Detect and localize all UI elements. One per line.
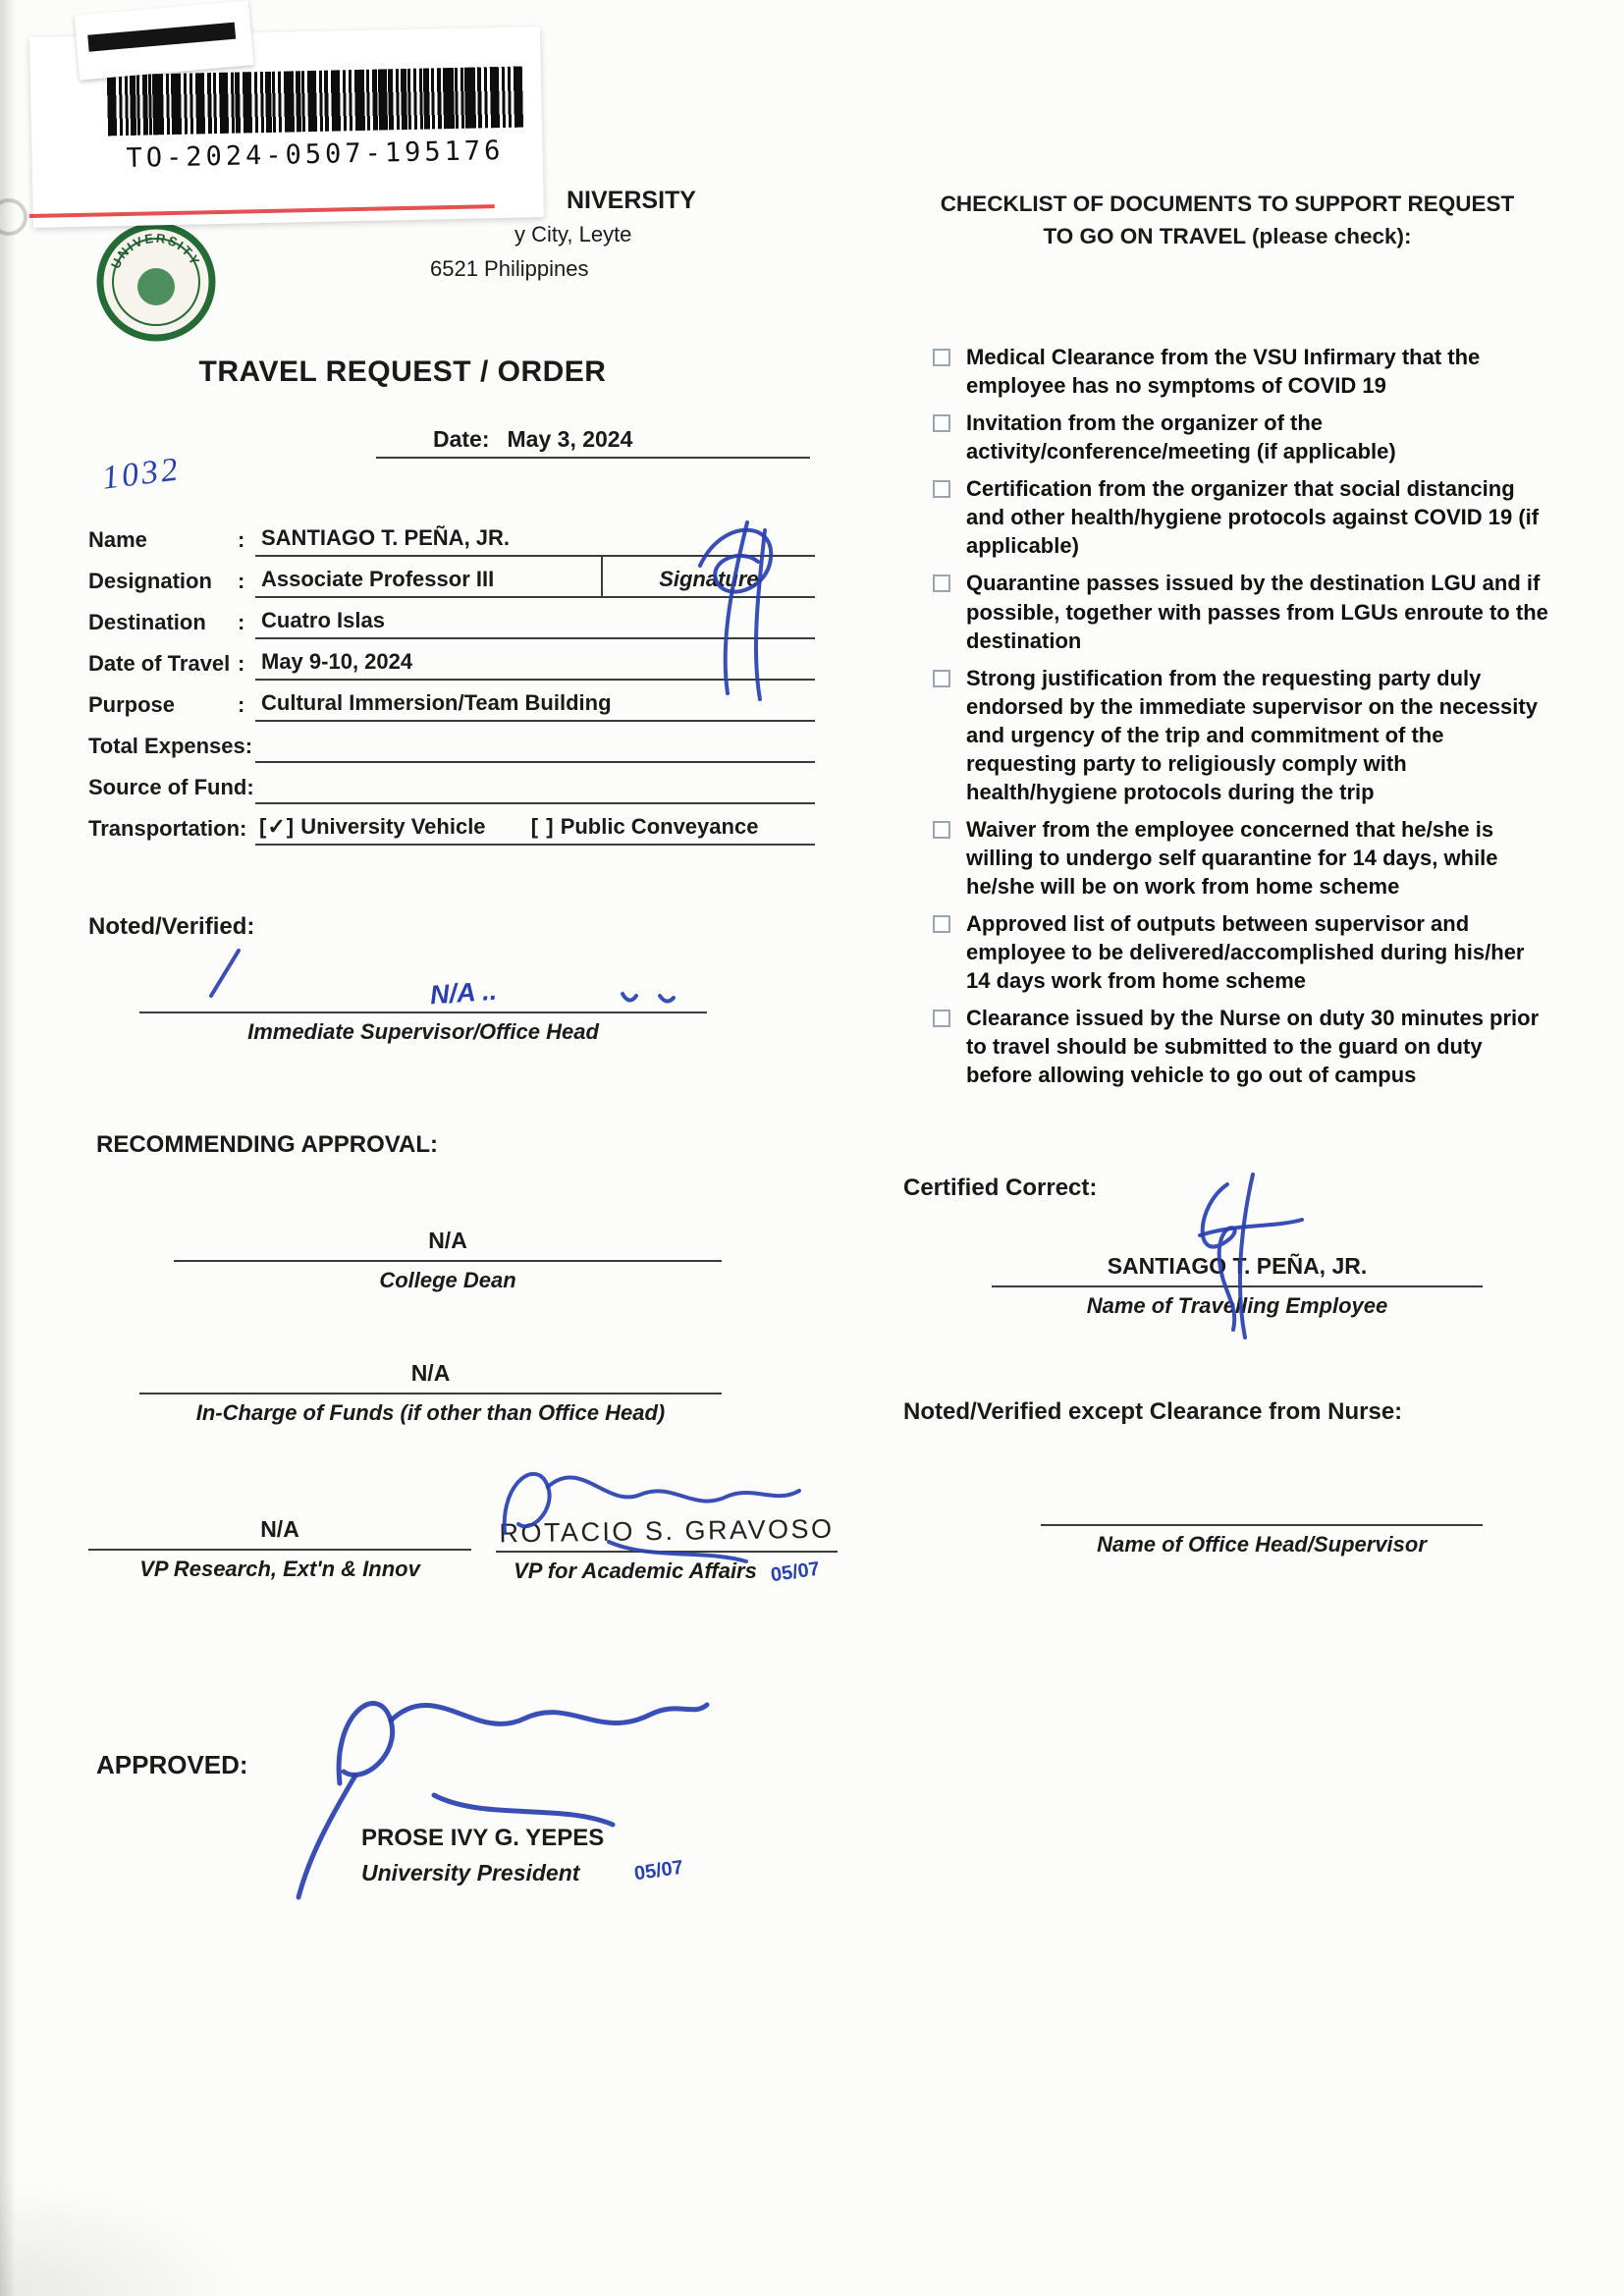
field-label: Transportation: [88, 816, 247, 841]
checkbox-icon [933, 670, 950, 687]
handwritten-date-vp: 05/07 [769, 1558, 822, 1587]
approved-heading: APPROVED: [96, 1750, 248, 1779]
vp-research-label: VP Research, Ext'n & Innov [139, 1557, 420, 1581]
checkbox-icon [933, 574, 950, 592]
college-dean-label: College Dean [379, 1268, 516, 1292]
noted-except-heading: Noted/Verified except Clearance from Nurse: [903, 1398, 1403, 1425]
president-block [361, 1825, 685, 1886]
vp-academic-name: ROTACIO S. GRAVOSO [499, 1513, 835, 1549]
noted-verified-heading: Noted/Verified: [88, 913, 255, 940]
university-vehicle-checkbox: [✓] [259, 814, 296, 839]
checklist-heading-line2: TO GO ON TRAVEL (please check): [1043, 223, 1412, 248]
checklist-item: Certification from the organizer that social distancing and other health/hygiene protocols against COVID 19 (if applicable) [933, 474, 1551, 560]
field-colon: : [238, 527, 245, 552]
president-role: University President [361, 1860, 580, 1886]
recommending-approval-section [88, 1131, 844, 1587]
checklist-item: Clearance issued by the Nurse on duty 30 minutes prior to travel should be submitted to the guard on duty before allowing vehicle to go out of campus [933, 1004, 1551, 1089]
form-row-designation [88, 557, 815, 598]
noted-verified-section [88, 913, 736, 1045]
certified-correct-heading: Certified Correct: [903, 1175, 1098, 1201]
field-value-designation: Associate Professor III [255, 555, 601, 598]
noted-except-section [903, 1398, 1492, 1558]
field-label: Source of Fund: [88, 775, 254, 799]
recommending-approval-heading: RECOMMENDING APPROVAL: [96, 1131, 438, 1158]
field-label: Date of Travel [88, 651, 231, 676]
date-label: Date: [433, 426, 490, 452]
supervisor-line-label: Immediate Supervisor/Office Head [247, 1019, 599, 1044]
barcode-number: TO-2024-0507-195176 [126, 135, 505, 174]
form-row-purpose [88, 681, 815, 722]
scan-artifact [0, 198, 27, 236]
form-row-transportation [88, 804, 815, 846]
vp-research-value: N/A [260, 1516, 299, 1542]
checklist-item: Medical Clearance from the VSU Infirmary that the employee has no symptoms of COVID 19 [933, 343, 1551, 400]
form-row-source-of-fund [88, 763, 815, 804]
vp-academic-label: VP for Academic Affairs [514, 1558, 757, 1583]
checklist-section [903, 189, 1551, 1098]
checkbox-icon [933, 480, 950, 498]
checkbox-icon [933, 414, 950, 432]
form-row-destination [88, 598, 815, 639]
field-colon: : [238, 569, 245, 593]
checkbox-icon [933, 821, 950, 839]
in-charge-of-funds-group [139, 1360, 722, 1426]
barcode [107, 66, 524, 136]
field-label: Destination [88, 610, 206, 634]
certified-correct-section [903, 1175, 1492, 1319]
field-label: Name [88, 527, 147, 552]
checkbox-icon [933, 349, 950, 366]
checklist-item: Quarantine passes issued by the destination LGU and if possible, together with passes from LGUs enroute to the destination [933, 569, 1551, 654]
seal-text: UNIVERSITY [107, 230, 204, 271]
checklist-item: Waiver from the employee concerned that he/she is willing to undergo self quarantine for 14 days, while he/she will be on work from home scheme [933, 815, 1551, 901]
field-label: Total Expenses: [88, 734, 253, 758]
field-value-total-expenses [255, 757, 815, 763]
checklist-item: Strong justification from the requesting party duly endorsed by the immediate supervisor on the necessity and urgency of the trip and commitment of the requesting party to religiously comply with health/hygiene protocols during the trip [933, 664, 1551, 806]
checkbox-icon [933, 1010, 950, 1027]
checklist-item: Invitation from the organizer of the activity/conference/meeting (if applicable) [933, 409, 1551, 465]
field-colon: : [238, 610, 245, 634]
funds-label: In-Charge of Funds (if other than Office Head) [195, 1400, 666, 1425]
funds-value: N/A [410, 1360, 451, 1386]
letterhead-university-name: NIVERSITY [567, 187, 696, 214]
field-value-date-of-travel: May 9-10, 2024 [255, 649, 815, 681]
form-row-total-expenses [88, 722, 815, 763]
field-colon: : [238, 692, 245, 717]
checkbox-icon [933, 915, 950, 933]
handwritten-date-president: 05/07 [632, 1856, 685, 1886]
travel-order-form [88, 355, 815, 846]
form-title: TRAVEL REQUEST / ORDER [198, 355, 607, 388]
handwritten-na-supervisor: N/A .. [429, 975, 498, 1011]
checklist-heading-line1: CHECKLIST OF DOCUMENTS TO SUPPORT REQUEST [940, 191, 1515, 216]
travelling-employee-label: Name of Travelling Employee [1086, 1293, 1388, 1318]
form-fields [88, 516, 815, 846]
signature-cell-label: Signature [601, 555, 815, 598]
college-dean-value: N/A [428, 1228, 467, 1253]
transportation-options [255, 814, 815, 846]
travelling-employee-name: SANTIAGO T. PEÑA, JR. [1107, 1253, 1368, 1279]
form-row-name [88, 516, 815, 557]
field-value-destination: Cuatro Islas [255, 608, 815, 639]
field-colon: : [238, 651, 245, 676]
letterhead-zip: 6521 Philippines [430, 256, 589, 281]
university-vehicle-label: University Vehicle [300, 814, 486, 839]
form-row-date-of-travel [88, 639, 815, 681]
vp-research-group [88, 1516, 471, 1584]
checklist-items [933, 343, 1551, 1089]
sticker-red-line [29, 204, 495, 218]
sticker-black-bar [87, 23, 236, 52]
public-conveyance-label: Public Conveyance [560, 814, 759, 839]
public-conveyance-checkbox: [ ] [530, 814, 555, 839]
office-head-label: Name of Office Head/Supervisor [1097, 1532, 1427, 1557]
field-value-name: SANTIAGO T. PEÑA, JR. [255, 525, 815, 557]
date-row [376, 426, 810, 459]
handwritten-ref-number: 1032 [99, 451, 183, 497]
field-label: Designation [88, 569, 212, 593]
date-value: May 3, 2024 [507, 426, 633, 452]
university-seal [96, 222, 216, 342]
letterhead-city: y City, Leyte [514, 222, 632, 246]
field-value-source-of-fund [255, 798, 815, 804]
field-value-purpose: Cultural Immersion/Team Building [255, 690, 815, 722]
field-label: Purpose [88, 692, 176, 717]
vp-academic-group [496, 1513, 838, 1587]
college-dean-group [174, 1228, 722, 1293]
president-name: PROSE IVY G. YEPES [361, 1825, 605, 1851]
checklist-item: Approved list of outputs between supervisor and employee to be delivered/accomplished during his/her 14 days work from home scheme [933, 909, 1551, 995]
